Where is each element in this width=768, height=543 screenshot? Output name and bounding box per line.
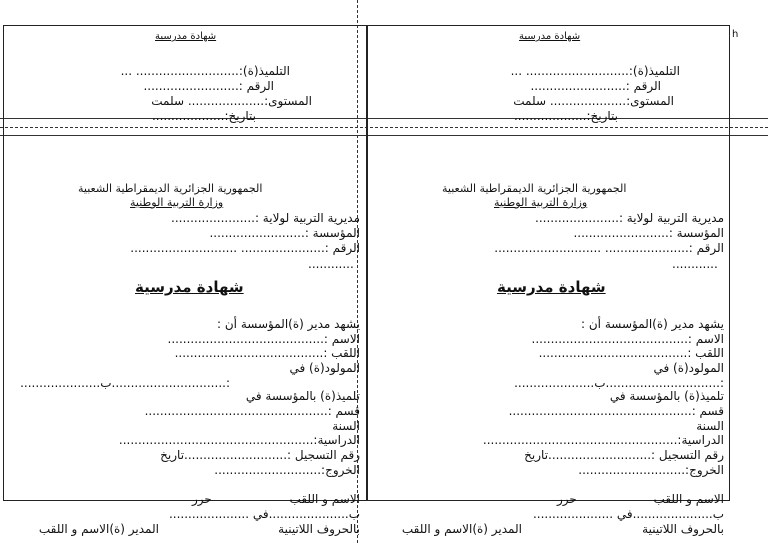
number-line: الرقم :...................... ............................ — [130, 241, 360, 255]
slip-heading: شهادة مدرسية — [519, 31, 581, 42]
institution-line: المؤسسة :......................... — [573, 226, 724, 240]
name-line: الاسم :......................................... — [531, 332, 724, 346]
section-line: قسم :................................................ — [508, 404, 724, 418]
born-in-line: المولود(ة) في — [653, 361, 724, 375]
slip-student-line: التلميذ(ة):........................... ... — [120, 64, 290, 78]
name-surname-label: الاسم و اللقب — [289, 492, 360, 506]
issued-label: حرر — [557, 492, 577, 506]
school-year-line: الدراسية:................................................... — [118, 433, 360, 447]
certificate-title: شهادة مدرسية — [135, 278, 244, 296]
at-line: ب.....................في ..................... — [168, 507, 360, 521]
slip-number-line: الرقم :......................... — [143, 79, 274, 93]
student-at-line: تلميذ(ة) بالمؤسسة في — [609, 389, 724, 403]
certifies-line: يشهد مدير (ة)المؤسسة أن : — [581, 317, 724, 331]
year-line: السنة — [696, 419, 724, 433]
issued-label: حرر — [192, 492, 212, 506]
section-line: قسم :................................................ — [144, 404, 360, 418]
slip-date-line: بتاريخ:................... — [151, 109, 256, 123]
slip-number-line: الرقم :......................... — [530, 79, 661, 93]
republic-header: الجمهورية الجزائرية الديمقراطية الشعبية — [78, 182, 263, 195]
director-label: المدير (ة)الاسم و اللقب — [401, 522, 522, 536]
school-year-line: الدراسية:................................................... — [482, 433, 724, 447]
surname-line: اللقب :....................................... — [538, 346, 724, 360]
latin-letters-label: بالحروف اللاتينية — [278, 522, 360, 536]
registration-line: رقم التسجيل :...........................تاريخ — [524, 448, 724, 462]
exit-line: الخروج:............................ — [578, 463, 724, 477]
directorate-line: مديرية التربية لولاية :...................... — [535, 211, 724, 225]
year-line: السنة — [332, 419, 360, 433]
at-line: ب.....................في ..................... — [532, 507, 724, 521]
dots-line: ............ — [308, 257, 354, 271]
latin-letters-label: بالحروف اللاتينية — [642, 522, 724, 536]
born-dots-line: :..............................ب..................... — [514, 376, 724, 390]
director-label: المدير (ة)الاسم و اللقب — [38, 522, 159, 536]
dots-line: ............ — [672, 257, 718, 271]
slip-level-line: المستوى:.................... سلمت — [513, 94, 674, 108]
exit-line: الخروج:............................ — [214, 463, 360, 477]
student-at-line: تلميذ(ة) بالمؤسسة في — [245, 389, 360, 403]
ministry-header: وزارة التربية الوطنية — [494, 196, 588, 209]
stray-letter: h — [732, 29, 739, 40]
republic-header: الجمهورية الجزائرية الديمقراطية الشعبية — [442, 182, 627, 195]
name-line: الاسم :......................................... — [167, 332, 360, 346]
certificate-title: شهادة مدرسية — [497, 278, 606, 296]
slip-student-line: التلميذ(ة):........................... ... — [510, 64, 680, 78]
slip-heading: شهادة مدرسية — [155, 31, 217, 42]
slip-level-line: المستوى:.................... سلمت — [151, 94, 312, 108]
born-dots-line: :..............................ب..................... — [20, 376, 230, 390]
certifies-line: يشهد مدير (ة)المؤسسة أن : — [217, 317, 360, 331]
ministry-header: وزارة التربية الوطنية — [130, 196, 224, 209]
slip-date-line: بتاريخ:................... — [513, 109, 618, 123]
registration-line: رقم التسجيل :...........................تاريخ — [160, 448, 360, 462]
born-in-line: المولود(ة) في — [289, 361, 360, 375]
number-line: الرقم :...................... ............................ — [494, 241, 724, 255]
directorate-line: مديرية التربية لولاية :...................... — [171, 211, 360, 225]
name-surname-label: الاسم و اللقب — [653, 492, 724, 506]
institution-line: المؤسسة :......................... — [209, 226, 360, 240]
surname-line: اللقب :....................................... — [174, 346, 360, 360]
